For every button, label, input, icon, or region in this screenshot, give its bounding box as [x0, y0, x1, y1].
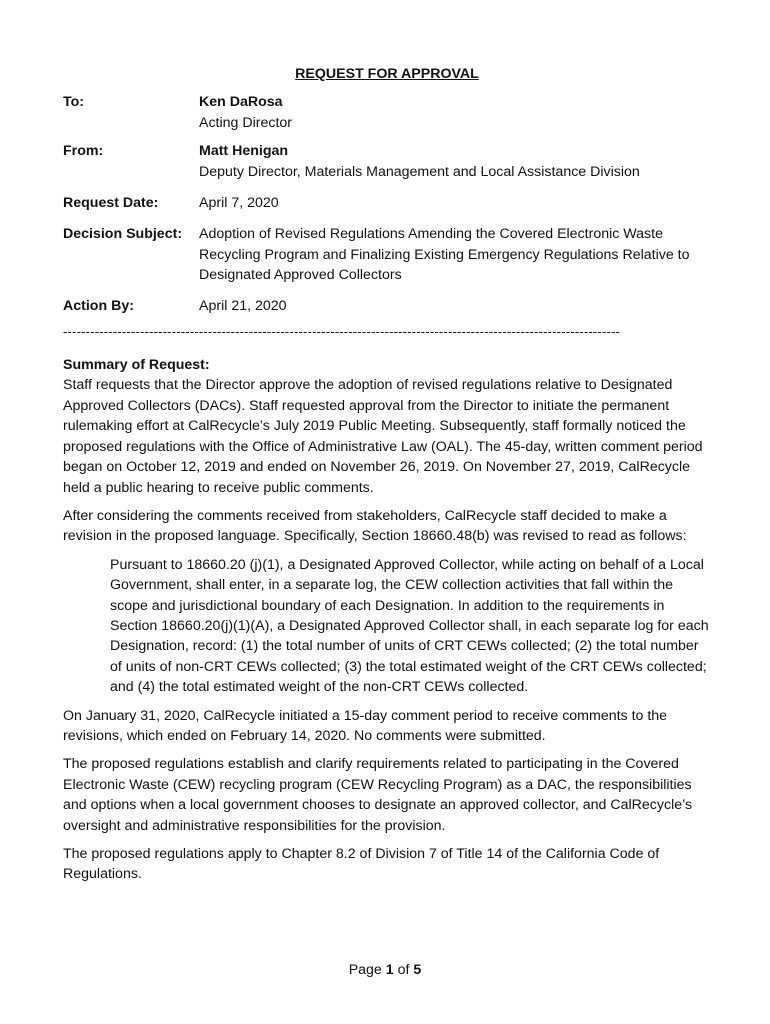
document-page: [63, 64, 711, 885]
page-current: 1: [385, 962, 394, 978]
request-date-row: [63, 193, 711, 213]
document-title: REQUEST FOR APPROVAL: [295, 66, 479, 82]
summary-paragraph-1: Staff requests that the Director approve the adoption of revised regulations relative to Designated Approved Collectors (DACs). Staff requested approval from the Director to initiate the permanent rulemaking effort at CalRecycle’s July 2019 Public Meeting. Subsequently, staff formally noticed the proposed regulations with the Office of Administrative Law (OAL). The 45-day, written comment period began on October 12, 2019 and ended on November 26, 2019. On November 27, 2019, CalRecycle held a public hearing to receive public comments.: [63, 377, 703, 496]
from-label: From:: [63, 143, 104, 160]
regulation-quote: Pursuant to 18660.20 (j)(1), a Designated Approved Collector, while acting on behalf of a Local Government, shall enter, in a separate log, the CEW collection activities that fall within the scope and jurisdictional boundary of each Designation. In addition to the requirements in Section 18660.20(j)(1)(A), a Designated Approved Collector shall, in each separate log for each Designation, record: (1) the total number of units of CRT CEWs collected; (2) the total number of units of non-CRT CEWs collected; (3) the total estimated weight of the CRT CEWs collected; and (4) the total estimated weight of the non-CRT CEWs collected.: [110, 556, 709, 696]
summary-paragraph-4: The proposed regulations establish and clarify requirements related to participating in the Covered Electronic Waste (CEW) recycling program (CEW Recycling Program) as a DAC, the responsibilities and options when a local government chooses to designate an approved collector, and CalRecycle’s oversight and administrative responsibilities for the provision.: [63, 756, 693, 834]
action-by-value: April 21, 2020: [199, 297, 287, 314]
action-by-label: Action By:: [63, 297, 134, 314]
summary-paragraph-5: The proposed regulations apply to Chapter 8.2 of Division 7 of Title 14 of the California Code of Regulations.: [63, 846, 660, 883]
decision-subject-row: [63, 224, 711, 285]
summary-heading: Summary of Request:: [63, 357, 210, 374]
to-value: [199, 92, 711, 133]
decision-subject-label: Decision Subject:: [63, 226, 183, 243]
to-label: To:: [63, 94, 85, 111]
to-row: [63, 92, 711, 133]
from-role: Deputy Director, Materials Management and Local Assistance Division: [199, 163, 640, 180]
from-name: Matt Henigan: [199, 143, 289, 160]
decision-subject-value: Adoption of Revised Regulations Amending the Covered Electronic Waste Recycling Program and Finalizing Existing Emergency Regulations Relative to Designated Approved Collectors: [199, 226, 690, 284]
action-by-row: [63, 296, 711, 316]
from-row: [63, 141, 711, 182]
request-date-label: Request Date:: [63, 195, 159, 212]
page-word: Page: [348, 962, 382, 978]
to-name: Ken DaRosa: [199, 94, 283, 111]
page-footer: [0, 960, 770, 980]
page-total: 5: [413, 962, 422, 978]
from-value: [199, 141, 711, 182]
of-word: of: [397, 962, 410, 978]
section-divider: ---------------------------------------------------------------------------------------------------------------------------: [63, 324, 621, 340]
to-role: Acting Director: [199, 114, 293, 131]
summary-paragraph-3: On January 31, 2020, CalRecycle initiated a 15-day comment period to receive comments to the revisions, which ended on February 14, 2020. No comments were submitted.: [63, 707, 668, 744]
summary-paragraph-2: After considering the comments received from stakeholders, CalRecycle staff decided to make a revision in the proposed language. Specifically, Section 18660.48(b) was revised to read as follows:: [63, 507, 687, 545]
request-date-value: April 7, 2020: [199, 195, 279, 212]
